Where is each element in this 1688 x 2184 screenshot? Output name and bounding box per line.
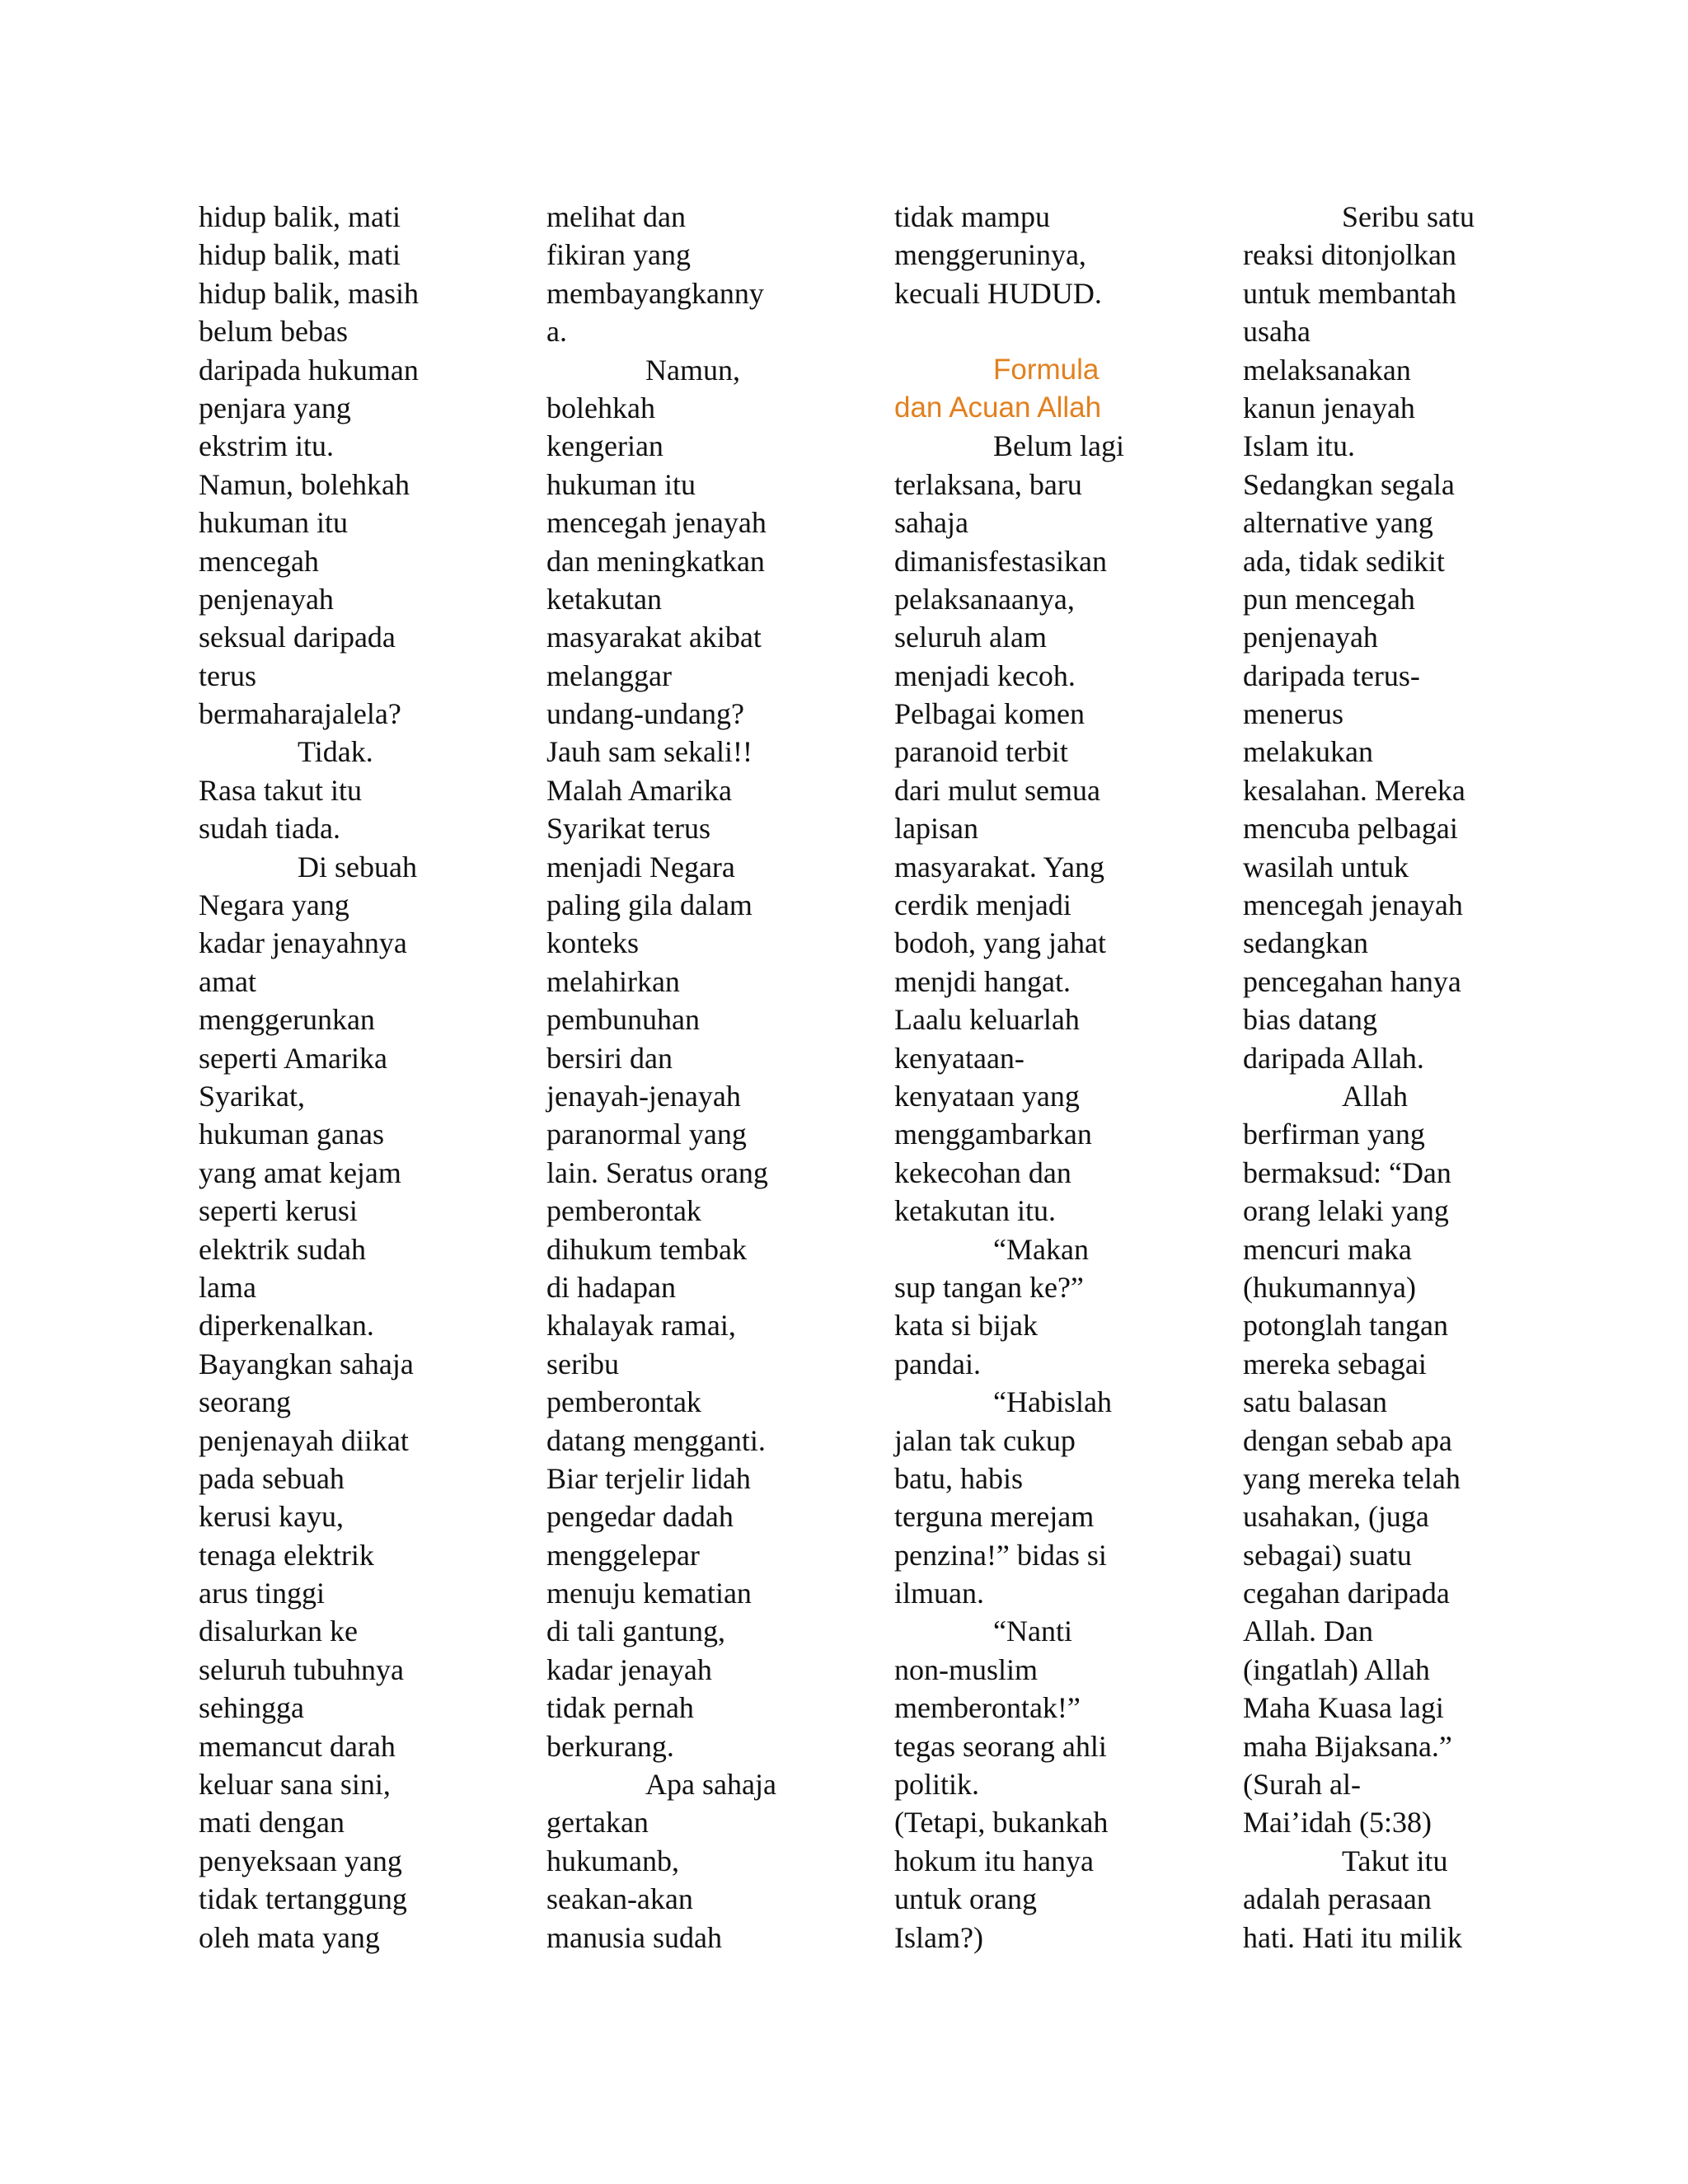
text-line: bermaharajalela? [199,697,401,731]
text-line: tidak tertanggung [199,1882,407,1916]
text-line: hukuman itu [199,506,348,540]
text-line: Maha Kuasa lagi [1243,1691,1444,1725]
text-line: jenayah-jenayah [546,1079,741,1113]
text-line: tegas seorang ahli [894,1729,1107,1763]
text-line: menjadi Negara [546,850,735,883]
text-line: fikiran yang [546,238,691,272]
text-line: Tidak. [298,735,373,769]
text-line: pemberontak [546,1385,701,1419]
text-line: Allah. Dan [1243,1615,1373,1648]
text-line: seluruh alam [894,621,1047,654]
text-line: belum bebas [199,315,348,349]
text-line: hidup balik, masih [199,276,419,310]
text-line: paranoid terbit [894,735,1068,769]
text-line: yang amat kejam [199,1155,401,1189]
text-column-3 [894,198,1166,1957]
text-line: penjenayah [199,582,334,616]
text-line: menggelepar [546,1538,700,1572]
text-line: pandai. [894,1347,981,1380]
text-line: datang mengganti. [546,1423,766,1457]
text-line: pun mencegah [1243,582,1415,616]
text-line: kata si bijak [894,1309,1038,1343]
text-line: Bayangkan sahaja [199,1347,414,1380]
text-line: kanun jenayah [1243,391,1415,424]
text-line: maha Bijaksana.” [1243,1729,1452,1763]
text-line: (hukumannya) [1243,1270,1416,1304]
text-line: kengerian [546,429,663,463]
text-line: terguna merejam [894,1500,1095,1534]
text-line: yang mereka telah [1243,1461,1461,1495]
text-line: mencuri maka [1243,1232,1412,1266]
text-line: memancut darah [199,1729,396,1763]
text-line: Di sebuah [298,850,417,883]
text-line: berkurang. [546,1729,674,1763]
text-line: pencegahan hanya [1243,964,1461,998]
text-line: memberontak!” [894,1691,1081,1725]
text-line: Negara yang [199,888,349,922]
text-line: melihat dan [546,200,686,233]
text-line: ketakutan [546,582,662,616]
text-line: adalah perasaan [1243,1882,1432,1916]
text-line: undang-undang? [546,697,744,731]
text-line: hidup balik, mati [199,238,401,272]
text-line: pemberontak [546,1194,701,1228]
text-line: hati. Hati itu milik [1243,1920,1462,1954]
text-line: tidak pernah [546,1691,694,1725]
text-line: Apa sahaja [645,1768,776,1802]
text-line: potonglah tangan [1243,1309,1448,1343]
text-line: bolehkah [546,391,655,424]
text-line: mencegah jenayah [1243,888,1463,922]
text-line: sudah tiada. [199,812,340,846]
text-line: melahirkan [546,964,680,998]
text-line: seorang [199,1385,291,1419]
text-line: terlaksana, baru [894,467,1082,501]
text-line: Biar terjelir lidah [546,1461,751,1495]
text-line: politik. [894,1768,980,1802]
text-line: tidak mampu [894,200,1050,233]
text-line: Seribu satu [1342,200,1475,233]
text-column-2 [546,198,818,1957]
text-line: paranormal yang [546,1118,747,1151]
text-line: Islam itu. [1243,429,1355,463]
text-line: pengedar dadah [546,1500,734,1534]
text-line: menggeruninya, [894,238,1086,272]
text-line: kekecohan dan [894,1155,1071,1189]
text-line: untuk orang [894,1882,1037,1916]
text-line: Sedangkan segala [1243,467,1455,501]
text-line: sehingga [199,1691,304,1725]
text-line: Pelbagai komen [894,697,1085,731]
text-line: kerusi kayu, [199,1500,344,1534]
text-line: dimanisfestasikan [894,544,1107,578]
text-line: tenaga elektrik [199,1538,374,1572]
text-line: reaksi ditonjolkan [1243,238,1456,272]
text-line: sebagai) suatu [1243,1538,1412,1572]
text-line: gertakan [546,1806,649,1840]
text-line: seksual daripada [199,621,396,654]
text-line: mati dengan [199,1806,345,1840]
text-line: lain. Seratus orang [546,1155,768,1189]
text-line: a. [546,315,567,349]
text-line: cerdik menjadi [894,888,1071,922]
text-line: satu balasan [1243,1385,1387,1419]
text-line: bersiri dan [546,1041,673,1075]
text-line: alternative yang [1243,506,1433,540]
text-line: “Nanti [993,1615,1072,1648]
text-line: Islam?) [894,1920,983,1954]
text-line: kecuali HUDUD. [894,276,1102,310]
text-line: menerus [1243,697,1343,731]
text-line: seakan-akan [546,1882,693,1916]
text-line: ekstrim itu. [199,429,334,463]
text-line: dan meningkatkan [546,544,765,578]
text-line: wasilah untuk [1243,850,1409,883]
text-line: masyarakat. Yang [894,850,1104,883]
text-line: penzina!” bidas si [894,1538,1107,1572]
text-line: penjenayah diikat [199,1423,409,1457]
text-line: manusia sudah [546,1920,722,1954]
text-line: untuk membantah [1243,276,1456,310]
text-line: melakukan [1243,735,1373,769]
text-line: “Makan [993,1232,1089,1266]
text-line: Rasa takut itu [199,773,362,807]
text-line: amat [199,964,256,998]
text-line: seperti Amarika [199,1041,387,1075]
text-line: usahakan, (juga [1243,1500,1429,1534]
text-line: arus tinggi [199,1577,325,1610]
text-line: mencegah [199,544,319,578]
text-line: elektrik sudah [199,1232,366,1266]
text-line: Malah Amarika [546,773,732,807]
text-line: Belum lagi [993,429,1124,463]
text-line: menggambarkan [894,1118,1092,1151]
text-line: Mai’idah (5:38) [1243,1806,1432,1840]
text-column-1 [199,198,471,1957]
text-line: mereka sebagai [1243,1347,1427,1380]
text-line: usaha [1243,315,1311,349]
text-line: hukuman ganas [199,1118,384,1151]
text-line: batu, habis [894,1461,1023,1495]
text-line: pelaksanaanya, [894,582,1075,616]
text-line: ketakutan itu. [894,1194,1056,1228]
text-line: kenyataan yang [894,1079,1080,1113]
text-line: Jauh sam sekali!! [546,735,753,769]
text-line: bermaksud: “Dan [1243,1155,1451,1189]
text-line: dihukum tembak [546,1232,747,1266]
text-line: terus [199,658,256,692]
text-line: seperti kerusi [199,1194,358,1228]
text-line: kadar jenayah [546,1652,712,1686]
text-line: sahaja [894,506,968,540]
text-line: kadar jenayahnya [199,926,407,960]
text-line: kenyataan- [894,1041,1025,1075]
text-line: diperkenalkan. [199,1309,374,1343]
text-line: mencuba pelbagai [1243,812,1458,846]
text-line: pembunuhan [546,1003,700,1037]
text-line: penyeksaan yang [199,1844,402,1877]
text-line: daripada hukuman [199,353,419,387]
text-line: di tali gantung, [546,1615,725,1648]
text-line: membayangkanny [546,276,764,310]
text-line: konteks [546,926,639,960]
text-line: sedangkan [1243,926,1368,960]
text-line: cegahan daripada [1243,1577,1450,1610]
text-line: masyarakat akibat [546,621,762,654]
text-line: menjdi hangat. [894,964,1071,998]
text-line: daripada terus- [1243,658,1420,692]
text-line: hukumanb, [546,1844,679,1877]
text-line: hokum itu hanya [894,1844,1094,1877]
text-line: hidup balik, mati [199,200,401,233]
text-line: berfirman yang [1243,1118,1425,1151]
text-line: penjara yang [199,391,351,424]
text-line: disalurkan ke [199,1615,358,1648]
section-heading-line: dan Acuan Allah [894,391,1102,424]
blank-line [894,312,1166,350]
text-line: (ingatlah) Allah [1243,1652,1430,1686]
text-line: (Tetapi, bukankah [894,1806,1109,1840]
text-line: hukuman itu [546,467,696,501]
section-heading-line: Formula [993,353,1100,386]
text-line: keluar sana sini, [199,1768,391,1802]
text-line: oleh mata yang [199,1920,380,1954]
text-line: lapisan [894,812,978,846]
text-line: menuju kematian [546,1577,752,1610]
text-line: Laalu keluarlah [894,1003,1080,1037]
text-line: orang lelaki yang [1243,1194,1449,1228]
text-column-4 [1243,198,1515,1957]
text-line: mencegah jenayah [546,506,767,540]
text-line: pada sebuah [199,1461,345,1495]
text-line: paling gila dalam [546,888,753,922]
text-line: seluruh tubuhnya [199,1652,404,1686]
text-line: Takut itu [1342,1844,1448,1877]
text-line: melanggar [546,658,672,692]
text-line: Allah [1342,1079,1408,1113]
text-line: lama [199,1270,256,1304]
text-line: kesalahan. Mereka [1243,773,1465,807]
text-line: Syarikat, [199,1079,305,1113]
text-line: Syarikat terus [546,812,710,846]
text-line: Namun, [645,353,740,387]
text-line: dari mulut semua [894,773,1100,807]
text-line: khalayak ramai, [546,1309,736,1343]
text-line: seribu [546,1347,619,1380]
text-line: ilmuan. [894,1577,984,1610]
text-line: bodoh, yang jahat [894,926,1106,960]
text-line: non-muslim [894,1652,1039,1686]
text-line: penjenayah [1243,621,1378,654]
text-line: Namun, bolehkah [199,467,410,501]
text-line: menggerunkan [199,1003,375,1037]
text-line: ada, tidak sedikit [1243,544,1445,578]
text-line: “Habislah [993,1385,1112,1419]
text-line: daripada Allah. [1243,1041,1424,1075]
text-line: (Surah al- [1243,1768,1361,1802]
text-line: melaksanakan [1243,353,1411,387]
text-line: sup tangan ke?” [894,1270,1084,1304]
text-line: di hadapan [546,1270,676,1304]
text-line: bias datang [1243,1003,1377,1037]
text-line: dengan sebab apa [1243,1423,1452,1457]
text-line: jalan tak cukup [894,1423,1076,1457]
text-line: menjadi kecoh. [894,658,1076,692]
